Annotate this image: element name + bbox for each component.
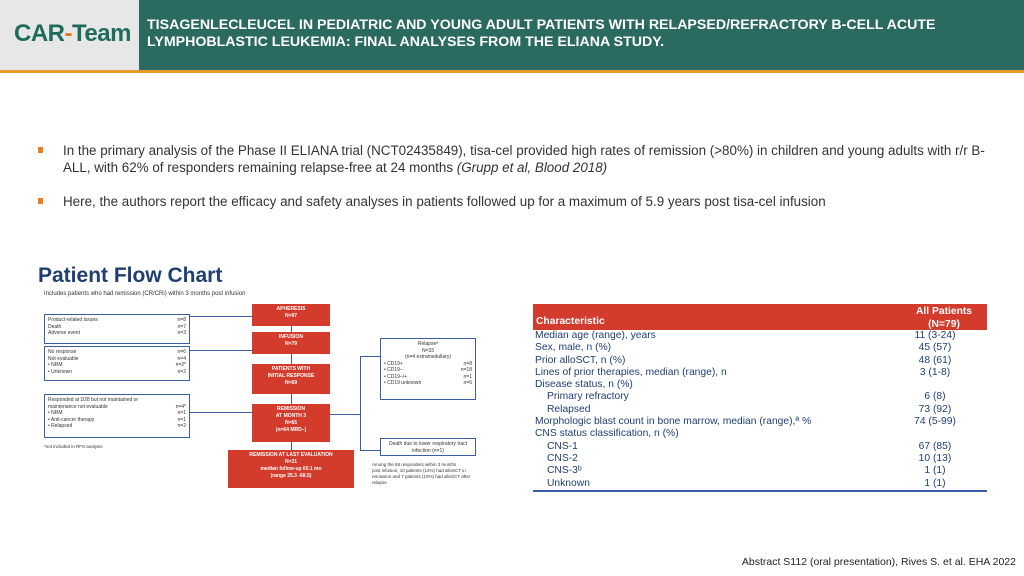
row-label: CNS-1 [547, 440, 578, 452]
row-value: 67 (85) [918, 440, 952, 452]
flow-connector [330, 414, 360, 415]
remission-month3-box: REMISSION AT MONTH 3 N=65 (n=64 MRD–) [252, 404, 330, 442]
row-label: Lines of prior therapies, median (range), n [535, 366, 727, 378]
bullet-marker-icon [38, 147, 43, 153]
relapse-box: Relapseª N=33 (n=4 extramedullary) • CD19+ n=8 • CD19– n=18 • CD19–/+ n=1 • CD19 unknown n=6 [380, 338, 476, 400]
table-row [533, 453, 987, 465]
row-value: 73 (92) [918, 403, 952, 415]
slide-header [0, 0, 1024, 72]
table-row [533, 379, 987, 391]
row-value: 1 (1) [924, 465, 946, 477]
row-label: CNS-3ᵇ [547, 465, 582, 477]
row-value: 3 (1-8) [919, 366, 951, 378]
header-divider [0, 70, 1024, 73]
death-box: Death due to lower respiratory tract infection (n=1) [380, 438, 476, 456]
title-bar [139, 0, 1024, 70]
flow-connector [190, 350, 252, 351]
apheresis-box: APHERESIS N=97 [252, 304, 330, 326]
flow-chart-subtitle: Includes patients who had remission (CR/CRi) within 3 months post infusion [44, 291, 246, 297]
row-label: CNS status classification, n (%) [535, 428, 679, 440]
infusion-box: INFUSION N=79 [252, 332, 330, 354]
bullet-text: Here, the authors report the efficacy and safety analyses in patients followed up for a maximum of 5.9 years post tisa-cel infusion [63, 194, 826, 209]
responders-note: Among the 69 responders within 3 months post infusion, 10 patients (14%) had alloSCT in remission and 7 patients (10%) had alloSCT after relapse [372, 462, 471, 485]
row-value: 74 (5-99) [914, 416, 956, 428]
row-label: CNS-2 [547, 452, 578, 464]
column-header-all-patients: All Patients (N=79) [915, 306, 973, 330]
exclusion-box-infusion: No response n=6 Not evaluable n=4 • NRM n=2* • Unknown n=2 [44, 346, 190, 381]
row-label: Sex, male, n (%) [535, 342, 612, 354]
exclusion-footnote: *not included in RFS analysis [44, 444, 103, 449]
row-value: 48 (61) [918, 354, 952, 366]
flow-connector [360, 356, 380, 357]
row-label: Prior alloSCT, n (%) [535, 354, 626, 366]
bullet-marker-icon [38, 198, 43, 204]
source-citation: Abstract S112 (oral presentation), Rives S. et al. EHA 2022 [741, 556, 1016, 568]
table-header [533, 304, 987, 330]
row-value: 6 (8) [924, 391, 946, 403]
table-row [533, 428, 987, 440]
exclusion-box-response: Responded at D28 but not maintained or maintenance not evaluable n=4* • NRM n=1 • Anti-cancer therapy n=1 • Relapsed n=2 [44, 394, 190, 438]
table-row [533, 391, 987, 403]
row-label: Relapsed [547, 403, 591, 415]
bullet-citation: (Grupp et al, Blood 2018) [456, 160, 608, 175]
table-row [533, 342, 987, 354]
row-label: Median age (range), years [535, 330, 656, 341]
car-team-logo: CAR-Team [14, 20, 131, 47]
row-value: 11 (3-24) [914, 330, 956, 341]
patient-flow-chart [40, 300, 500, 500]
bullet-item [38, 193, 988, 210]
characteristics-table [533, 304, 987, 492]
row-label: Primary refractory [547, 391, 629, 403]
table-row [533, 330, 987, 342]
row-label: Disease status, n (%) [535, 379, 633, 391]
table-row [533, 441, 987, 453]
column-header-characteristic: Characteristic [536, 316, 605, 327]
slide-title: TISAGENLECLEUCEL IN PEDIATRIC AND YOUNG ADULT PATIENTS WITH RELAPSED/REFRACTORY B-CELL ACUTE LYMPHOBLASTIC LEUKEMIA: FINAL ANALYSES FROM THE ELIANA STUDY. [147, 17, 936, 50]
bullet-list [38, 142, 988, 227]
table-row [533, 355, 987, 367]
exclusion-box-apheresis: Product-related issues n=8 Death n=7 Adverse event n=3 [44, 314, 190, 344]
table-row [533, 478, 987, 490]
logo-area [0, 0, 139, 70]
flow-connector [190, 316, 252, 317]
initial-response-box: PATIENTS WITH INITIAL RESPONSE N=69 [252, 364, 330, 394]
row-value: 45 (57) [918, 342, 952, 354]
table-row [533, 367, 987, 379]
table-row [533, 465, 987, 477]
flow-connector [360, 450, 380, 451]
remission-last-evaluation-box: REMISSION AT LAST EVALUATION N=31 median follow-up 60.1 mo (range 25.3 -68.5) [228, 450, 354, 488]
bullet-text: In the primary analysis of the Phase II ELIANA trial (NCT02435849), tisa-cel provided high rates of remission (>80%) in children and young adults with r/r B-ALL, with 62% of responders remaining relapse-free at 24 months [63, 143, 985, 175]
table-row [533, 404, 987, 416]
flow-connector [360, 356, 361, 450]
row-label: Morphologic blast count in bone marrow, median (range),ª % [535, 416, 812, 428]
table-row [533, 416, 987, 428]
table-bottom-rule [533, 490, 987, 492]
row-label: Unknown [547, 477, 590, 489]
table-body [533, 330, 987, 490]
row-value: 10 (13) [918, 452, 952, 464]
row-value: 1 (1) [924, 477, 946, 489]
flow-connector [190, 412, 252, 413]
bullet-item [38, 142, 988, 176]
flow-chart-title: Patient Flow Chart [38, 264, 223, 287]
